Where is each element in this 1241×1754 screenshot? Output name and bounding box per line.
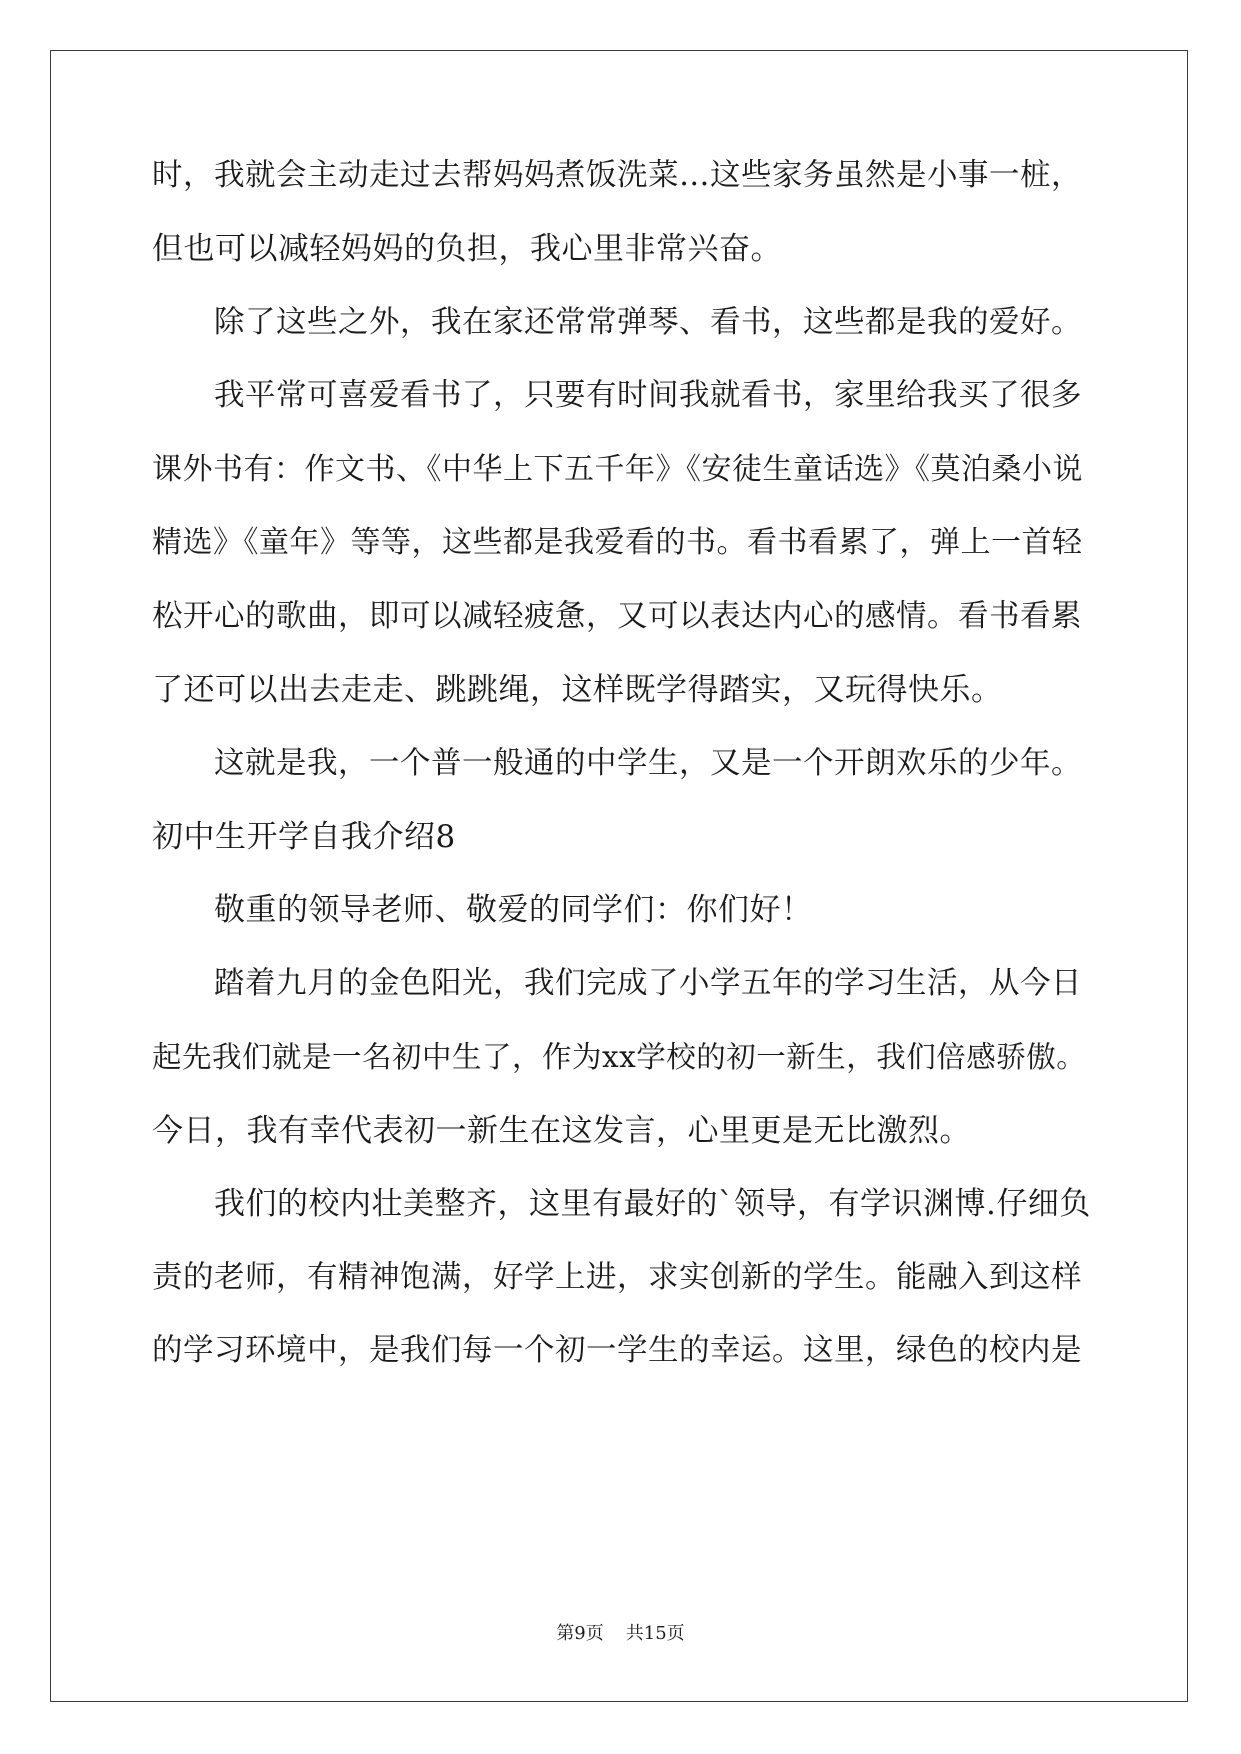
text-line: 我平常可喜爱看书了，只要有时间我就看书，家里给我买了很多 — [214, 378, 1082, 413]
page-footer — [0, 1622, 1241, 1646]
text-line: 起先我们就是一名初中生了，作为xx学校的初一新生，我们倍感骄傲。 — [152, 1040, 1087, 1074]
text-line: 的学习环境中，是我们每一个初一学生的幸运。这里，绿色的校内是 — [152, 1333, 1082, 1368]
text-line: 了还可以出去走走、跳跳绳，这样既学得踏实，又玩得快乐。 — [152, 672, 1003, 708]
text-line: 时，我就会主动走过去帮妈妈煮饭洗菜…这些家务虽然是小事一桩， — [152, 158, 1082, 193]
text-line: 踏着九月的金色阳光，我们完成了小学五年的学习生活，从今日 — [214, 966, 1082, 1001]
page-border — [50, 50, 1188, 1702]
page-total: 共15页 — [625, 1623, 685, 1644]
section-heading: 初中生开学自我介绍8 — [152, 819, 456, 855]
text-line: 我们的校内壮美整齐，这里有最好的`领导，有学识渊博.仔细负 — [214, 1186, 1091, 1222]
text-line: 敬重的领导老师、敬爱的同学们：你们好！ — [214, 892, 813, 928]
text-line: 精选》《童年》等等，这些都是我爱看的书。看书看累了，弹上一首轻 — [152, 525, 1083, 560]
text-line: 这就是我，一个普一般通的中学生，又是一个开朗欢乐的少年。 — [214, 746, 1082, 781]
text-line: 课外书有：作文书、《中华上下五千年》《安徒生童话选》《莫泊桑小说 — [152, 452, 1083, 487]
text-line: 但也可以减轻妈妈的负担，我心里非常兴奋。 — [152, 231, 782, 267]
text-line: 除了这些之外，我在家还常常弹琴、看书，这些都是我的爱好。 — [214, 305, 1082, 340]
text-line: 责的老师，有精神饱满，好学上进，求实创新的学生。能融入到这样 — [152, 1260, 1082, 1295]
page-number: 第9页 — [556, 1623, 604, 1644]
text-line: 今日，我有幸代表初一新生在这发言，心里更是无比激烈。 — [152, 1113, 971, 1149]
text-line: 松开心的歌曲，即可以减轻疲惫，又可以表达内心的感情。看书看累 — [152, 599, 1082, 634]
